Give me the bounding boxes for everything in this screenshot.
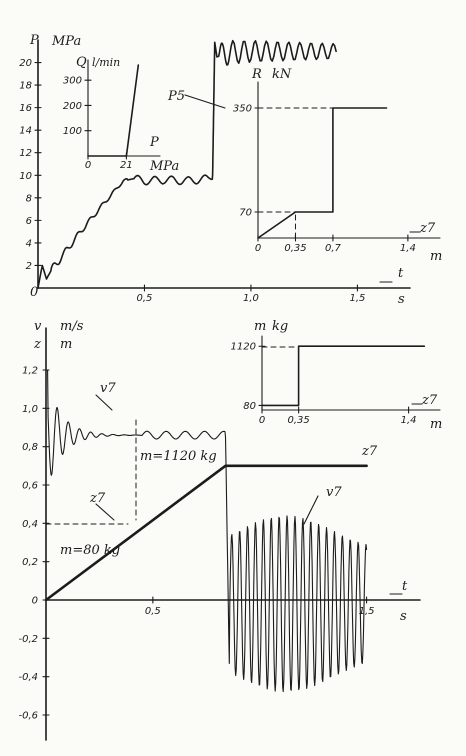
inset-m-series-line <box>262 346 424 405</box>
inset-q-chart <box>63 55 179 174</box>
top-y-tick-label: 20 <box>19 58 32 70</box>
bottom-y-label-z: z <box>34 337 41 352</box>
top-y-tick-label: 8 <box>25 193 32 205</box>
inset-r-x-tick-label: 0,35 <box>284 243 307 254</box>
z7-label: z7 <box>90 491 106 506</box>
bottom-y-tick-label: 0,8 <box>22 442 38 454</box>
top-x-label: t <box>398 266 404 281</box>
bottom-x-label: t <box>402 579 408 594</box>
inset-m-x-tick-label: 0 <box>258 415 266 426</box>
inset-r-chart <box>233 67 442 264</box>
inset-m-y-unit: kg <box>272 319 289 334</box>
inset-r-series-line <box>258 108 387 238</box>
bottom-x-unit: s <box>400 609 407 624</box>
top-y-tick-label: 2 <box>25 260 32 272</box>
bottom-x-tick-label: 0,5 <box>144 606 161 617</box>
bottom-chart <box>18 319 420 740</box>
bottom-y-tick-label: 0,6 <box>22 480 38 492</box>
inset-q-x-unit: MPa <box>150 159 180 174</box>
bottom-y-tick-label: -0,4 <box>18 672 38 684</box>
mass-80-annotation: m=80 kg <box>60 543 121 558</box>
top-y-tick-label: 12 <box>19 148 32 160</box>
p5-series-label: P5 <box>168 89 186 104</box>
bottom-y-tick-label: -0,2 <box>18 633 38 645</box>
v7-series-line <box>46 370 367 692</box>
inset-m-y-ticks <box>231 342 265 412</box>
inset-q-series-line <box>88 65 138 156</box>
bottom-y-unit-z: m <box>60 337 73 352</box>
bottom-y-tick-label: -0,6 <box>18 710 38 722</box>
top-x-tick-label: 1,5 <box>349 293 366 304</box>
inset-m-x-label: z7 <box>422 393 438 408</box>
bottom-y-tick-label: 0 <box>31 595 38 607</box>
top-y-tick-label: 18 <box>19 80 32 92</box>
top-x-tick-label: 1,0 <box>242 293 259 304</box>
top-y-tick-label: 4 <box>25 238 32 250</box>
inset-m-y-tick-label: 1120 <box>230 341 256 353</box>
top-y-unit: MPa <box>52 34 82 49</box>
top-y-label: P <box>30 33 39 48</box>
inset-r-reference-lines <box>258 108 333 238</box>
inset-r-x-tick-label: 0,7 <box>324 243 341 254</box>
inset-q-x-tick-label: 0 <box>84 160 92 171</box>
inset-r-y-tick-label: 350 <box>232 103 252 115</box>
z7-leader-line <box>96 504 114 520</box>
top-origin-label: 0 <box>30 285 39 300</box>
inset-r-y-label: R <box>252 67 262 82</box>
inset-m-y-tick-label: 80 <box>243 400 256 412</box>
z7-right-label: z7 <box>362 444 378 459</box>
v7-right-leader-line <box>304 496 318 524</box>
bottom-x-tick-label: 1,5 <box>358 606 375 617</box>
inset-m-x-tick-label: 1,4 <box>400 415 417 426</box>
inset-q-y-tick-label: 300 <box>62 75 82 87</box>
inset-q-y-unit: l/min <box>92 56 121 69</box>
bottom-y-tick-label: 1,0 <box>22 403 38 415</box>
inset-m-x-tick-label: 0,35 <box>287 415 310 426</box>
top-chart <box>19 33 410 307</box>
inset-r-x-unit: m <box>430 249 443 264</box>
top-y-tick-label: 14 <box>19 125 32 137</box>
inset-r-y-ticks <box>233 104 261 219</box>
v7-leader-line <box>96 395 112 410</box>
inset-q-x-label: P <box>150 135 159 150</box>
bottom-y-tick-marks <box>18 366 49 722</box>
top-y-tick-label: 10 <box>19 170 32 182</box>
inset-m-y-label: m <box>254 319 267 334</box>
inset-r-x-tick-label: 1,4 <box>399 243 416 254</box>
inset-q-y-tick-label: 200 <box>62 100 82 112</box>
inset-r-x-tick-label: 0 <box>254 243 262 254</box>
inset-m-chart <box>231 319 443 432</box>
v7-right-label: v7 <box>326 485 342 500</box>
bottom-y-tick-label: 1,2 <box>22 365 38 377</box>
inset-q-y-ticks <box>63 76 91 138</box>
top-y-tick-label: 6 <box>25 215 32 227</box>
bottom-y-unit-v: m/s <box>60 319 84 334</box>
top-y-tick-label: 16 <box>19 103 32 115</box>
top-x-unit: s <box>398 292 405 307</box>
top-x-tick-label: 0,5 <box>136 293 153 304</box>
bottom-y-tick-label: 0,4 <box>22 518 38 530</box>
bottom-y-tick-label: 0,2 <box>22 557 38 569</box>
inset-q-x-tick-label: 21 <box>120 160 133 171</box>
inset-m-x-unit: m <box>430 417 443 432</box>
inset-r-y-unit: kN <box>272 67 292 82</box>
mass-1120-annotation: m=1120 kg <box>140 449 217 464</box>
inset-q-y-label: Q <box>76 55 87 70</box>
inset-r-x-label: z7 <box>420 221 436 236</box>
p5-leader-line <box>185 95 225 108</box>
inset-q-y-tick-label: 100 <box>62 126 82 138</box>
bottom-y-label-v: v <box>34 319 42 334</box>
inset-r-y-tick-label: 70 <box>239 207 252 219</box>
v7-label: v7 <box>100 381 116 396</box>
